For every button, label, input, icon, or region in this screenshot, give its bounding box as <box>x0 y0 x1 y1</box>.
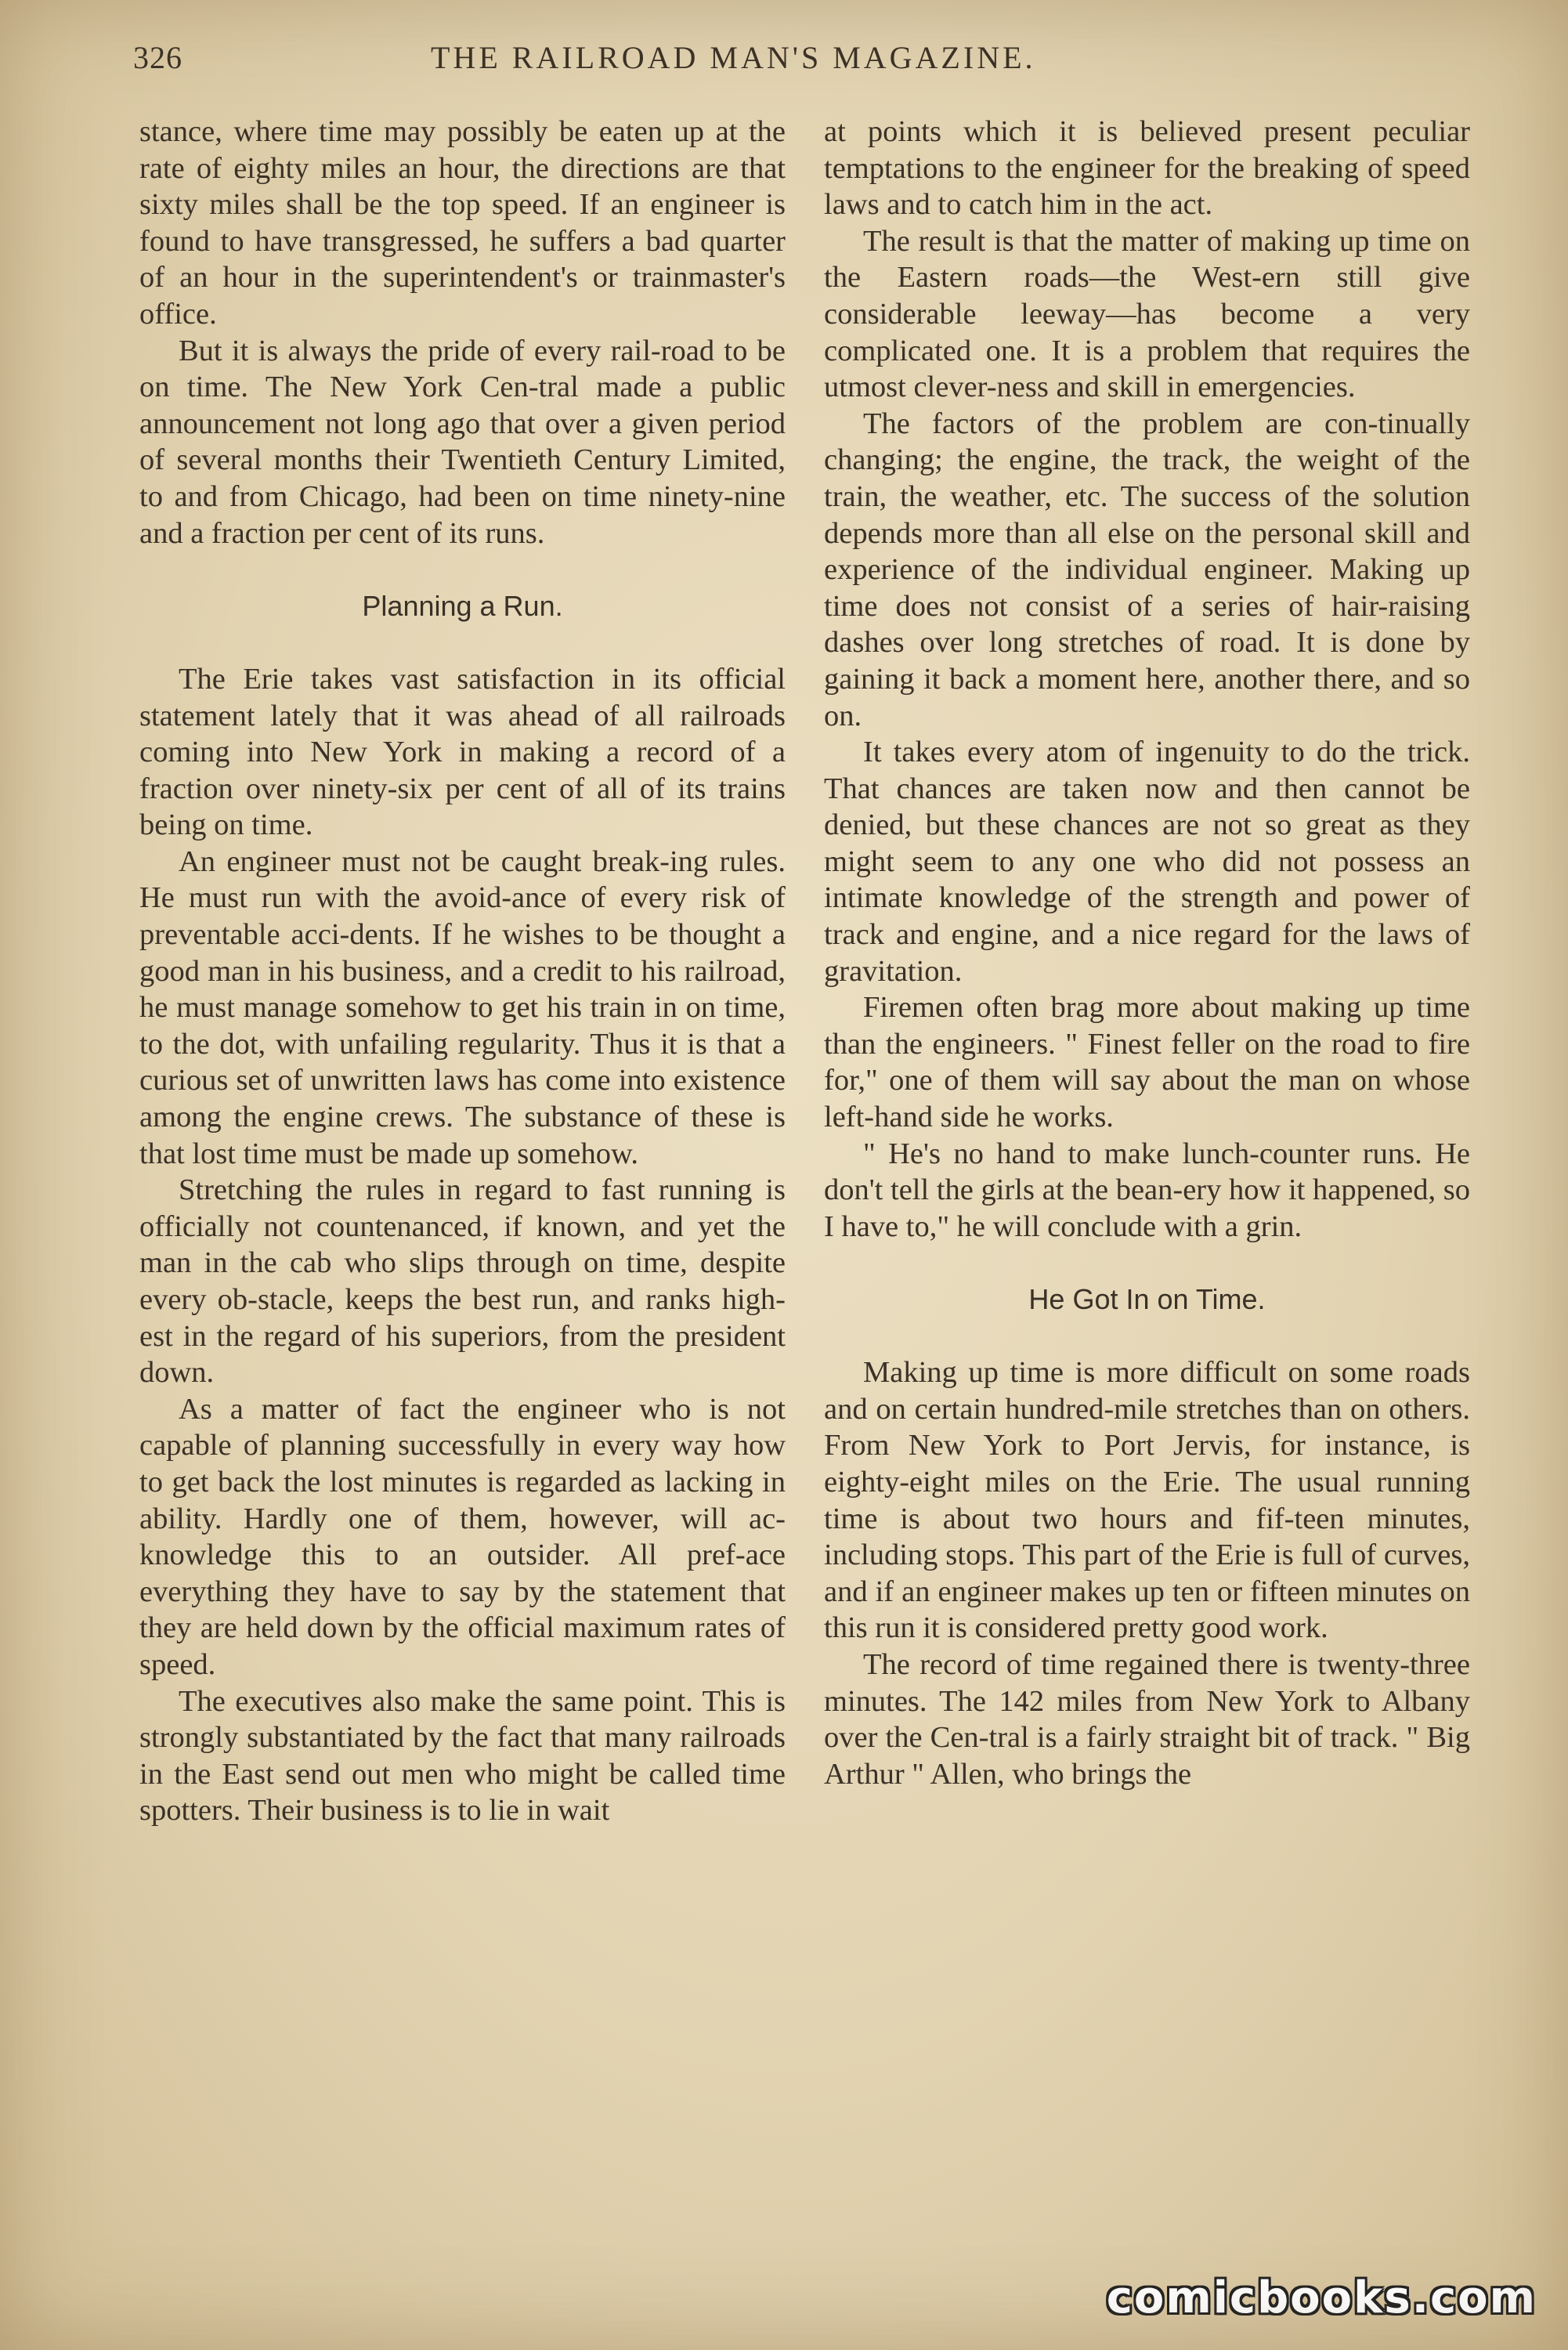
paragraph: An engineer must not be caught break-ing rules. He must run with the avoid-ance of every risk of preventable acci-dents. If he wishes to be thought a good man in his business, and a credit to his railroad, he must manage somehow to get his train in on time, to the dot, with unfailing regularity. Thus it is that a curious set of unwritten laws has come into existence among the engine crews. The substance of these is that lost time must be made up somehow. <box>139 844 786 1170</box>
paragraph: stance, where time may possibly be eaten up at the rate of eighty miles an hour, the directions are that sixty miles shall be the top speed. If an engineer is found to have transgressed, he suffers a bad quarter of an hour in the superintendent's or trainmaster's office. <box>139 115 786 331</box>
paragraph: Stretching the rules in regard to fast running is officially not countenanced, if known, and yet the man in the cab who slips through on time, despite every ob-stacle, keeps the best run, and ranks high-est in the regard of his superiors, from the president down. <box>139 1173 786 1390</box>
paragraph: The Erie takes vast satisfaction in its official statement lately that it was ahead of all railroads coming into New York in making a record of a fraction over ninety-six per cent of all of its trains being on time. <box>139 662 786 842</box>
paragraph: But it is always the pride of every rail-road to be on time. The New York Cen-tral made a public announcement not long ago that over a given period of several months their Twentieth Century Limited, to and from Chicago, had been on time ninety-nine and a fraction per cent of its runs. <box>139 334 786 550</box>
page-header <box>133 39 1465 86</box>
paragraph: Making up time is more difficult on some roads and on certain hundred-mile stretches than on others. From New York to Port Jervis, for instance, is eighty-eight miles on the Erie. The usual running time is about two hours and fif-teen minutes, including stops. This part of the Erie is full of curves, and if an engineer makes up ten or fifteen minutes on this run it is considered pretty good work. <box>824 1356 1470 1645</box>
watermark-logo: comicbooks.com <box>1106 2272 1537 2323</box>
paragraph: The result is that the matter of making up time on the Eastern roads—the West-ern still give considerable leeway—has become a very complicated one. It is a problem that requires the utmost clever-ness and skill in emergencies. <box>824 224 1470 404</box>
paragraph: at points which it is believed present peculiar temptations to the engineer for the breaking of speed laws and to catch him in the act. <box>824 115 1470 222</box>
running-title: THE RAILROAD MAN'S MAGAZINE. <box>431 40 1036 75</box>
paragraph: As a matter of fact the engineer who is not capable of planning successfully in every way how to get back the lost minutes is regarded as lacking in ability. Hardly one of them, however, will ac-knowledge this to an outsider. All pref-ace everything they have to say by the statement that they are held down by the official maximum rates of speed. <box>139 1392 786 1681</box>
paragraph: It takes every atom of ingenuity to do the trick. That chances are taken now and then cannot be denied, but these chances are not so great as they might seem to any one who did not possess an intimate knowledge of the strength and power of track and engine, and a nice regard for the laws of gravitation. <box>824 736 1470 988</box>
section-heading: He Got In on Time. <box>1028 1283 1266 1315</box>
paragraph: Firemen often brag more about making up time than the engineers. " Finest feller on the road to fire for," one of them will say about the man on whose left-hand side he works. <box>824 991 1470 1134</box>
paragraph: " He's no hand to make lunch-counter runs. He don't tell the girls at the bean-ery how it happened, so I have to," he will conclude with a grin. <box>824 1137 1470 1243</box>
paragraph: The executives also make the same point. This is strongly substantiated by the fact that many railroads in the East send out men who might be called time spotters. Their business is to lie in wait <box>139 1684 786 1828</box>
left-column <box>139 114 786 1829</box>
section-heading: Planning a Run. <box>362 589 563 622</box>
paragraph: The record of time regained there is twenty-three minutes. The 142 miles from New York to Albany over the Cen-tral is a fairly straight bit of track. " Big Arthur " Allen, who brings the <box>824 1647 1470 1791</box>
paragraph: The factors of the problem are con-tinually changing; the engine, the track, the weight of the train, the weather, etc. The success of the solution depends more than all else on the personal skill and experience of the individual engineer. Making up time does not consist of a series of hair-raising dashes over long stretches of road. It is done by gaining it back a moment here, another there, and so on. <box>824 407 1470 732</box>
page-number: 326 <box>133 40 182 75</box>
right-column <box>824 114 1470 1792</box>
